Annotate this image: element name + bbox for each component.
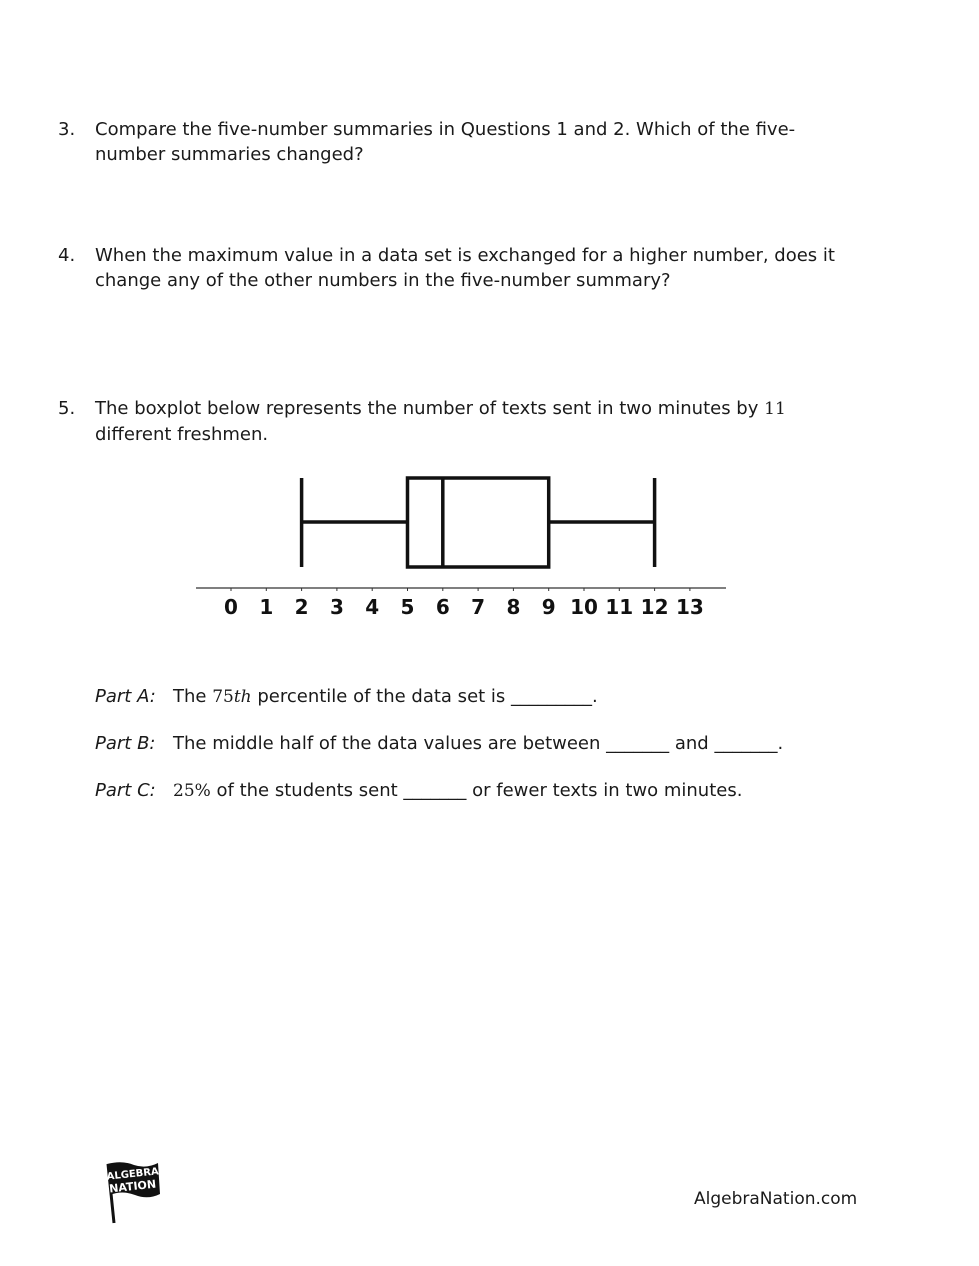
part-c [95, 778, 742, 804]
tick-label: 2 [294, 595, 309, 619]
part-a-pre: The [173, 686, 213, 707]
tick-label: 13 [675, 595, 704, 619]
question-3-number: 3. [58, 119, 76, 140]
part-b-label: Part B: [95, 733, 156, 754]
question-3-line-1: Compare the five-number summaries in Questions 1 and 2. Which of the five- [95, 119, 796, 140]
part-b-text: The middle half of the data values are between _______ and _______. [173, 733, 784, 754]
part-a-post: percentile of the data set is _________. [251, 686, 598, 707]
part-c-percent: 25% [173, 781, 211, 801]
tick-label: 4 [365, 595, 380, 619]
tick-label: 3 [329, 595, 344, 619]
tick-label: 11 [605, 595, 634, 619]
tick-label: 12 [640, 595, 669, 619]
boxplot-chart [190, 465, 735, 625]
part-c-label: Part C: [95, 780, 156, 801]
algebra-nation-logo [100, 1160, 164, 1226]
question-4-line-2: change any of the other numbers in the five-number summary? [95, 270, 671, 291]
question-5-line-1 [95, 396, 878, 422]
tick-label: 8 [506, 595, 521, 619]
part-a [95, 684, 598, 710]
question-3 [58, 117, 878, 167]
tick-label: 7 [471, 595, 486, 619]
footer-url: AlgebraNation.com [694, 1189, 858, 1209]
tick-label: 10 [570, 595, 598, 619]
part-c-post: of the students sent _______ or fewer texts in two minutes. [210, 780, 743, 801]
question-4 [58, 243, 878, 293]
question-5-number: 5. [58, 398, 76, 419]
interquartile-box [408, 478, 549, 567]
part-b [95, 731, 783, 756]
question-4-number: 4. [58, 245, 76, 266]
question-5-line-1-text: The boxplot below represents the number of texts sent in two minutes by [95, 398, 765, 419]
logo-text-line-1: ALGEBRA [106, 1166, 160, 1183]
tick-label: 9 [541, 595, 556, 619]
question-4-line-1: When the maximum value in a data set is exchanged for a higher number, does it [95, 245, 835, 266]
part-a-percentile-number: 75 [212, 687, 234, 707]
question-5 [58, 396, 878, 447]
tick-label: 1 [259, 595, 274, 619]
question-5-line-2: different freshmen. [95, 424, 269, 445]
tick-label: 0 [224, 595, 238, 619]
logo-text-line-2: NATION [108, 1177, 157, 1196]
part-a-label: Part A: [95, 686, 156, 707]
question-3-line-2: number summaries changed? [95, 144, 364, 165]
tick-label: 6 [435, 595, 450, 619]
part-a-percentile-suffix: th [233, 687, 252, 707]
tick-label: 5 [400, 595, 415, 619]
part-a-percentile [212, 687, 251, 707]
question-5-count: 11 [764, 399, 786, 419]
